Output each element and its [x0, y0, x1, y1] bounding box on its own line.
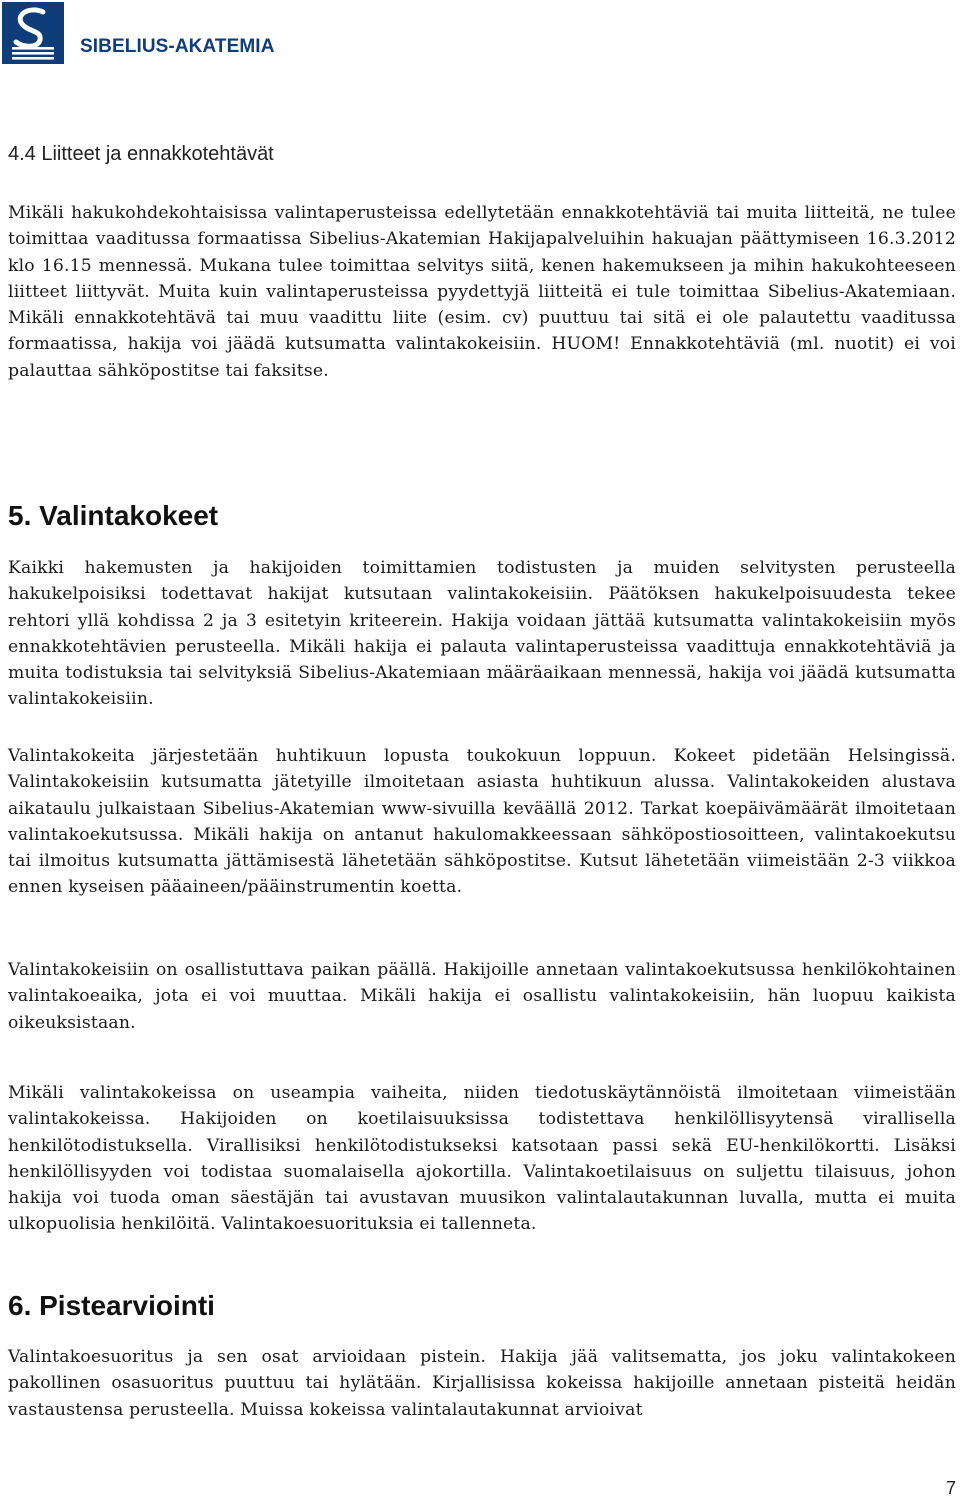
section-4-4-heading: 4.4 Liitteet ja ennakkotehtävät	[8, 143, 274, 165]
page-number: 7	[945, 1478, 956, 1498]
sibelius-academy-logo-icon	[2, 2, 64, 64]
section-5-paragraph-2: Valintakokeita järjestetään huhtikuun lopusta toukokuun loppuun. Kokeet pidetään Helsingissä. Valintakokeisiin kutsumatta jätetyille ilmoitetaan asiasta huhtikuun alussa. Valintakokeiden alustava aikataulu julkaistaan Sibelius-Akatemian www-sivuilla keväällä 2012. Tarkat koepäivämäärät ilmoitetaan valintakoekutsussa. Mikäli hakija on antanut hakulomakkeessaan sähköpostiosoitteen, valintakoekutsu tai ilmoitus kutsumatta jättämisestä lähetetään sähköpostitse. Kutsut lähetetään viimeistään 2-3 viikkoa ennen kyseisen pääaineen/pääinstrumentin koetta.	[8, 746, 956, 898]
section-5-paragraph-3: Valintakokeisiin on osallistuttava paikan päällä. Hakijoille annetaan valintakoekutsussa henkilökohtainen valintakoeaika, jota ei voi muuttaa. Mikäli hakija ei osallistu valintakokeisiin, hän luopuu kaikista oikeuksistaan.	[8, 960, 956, 1033]
page-header	[0, 0, 960, 70]
section-6-paragraph: Valintakoesuoritus ja sen osat arvioidaan pistein. Hakija jää valitsematta, jos joku valintakokeen pakollinen osasuoritus puuttuu tai hylätään. Kirjallisissa kokeissa hakijoille annetaan pisteitä heidän vastaustensa perusteella. Muissa kokeissa valintalautakunnat arvioivat	[8, 1347, 956, 1420]
section-4-4-paragraph: Mikäli hakukohdekohtaisissa valintaperusteissa edellytetään ennakkotehtäviä tai muita liitteitä, ne tulee toimittaa vaaditussa formaatissa Sibelius-Akatemian Hakijapalveluihin hakuajan päättymiseen 16.3.2012 klo 16.15 mennessä. Mukana tulee toimittaa selvitys siitä, kenen hakemukseen ja mihin hakukohteeseen liitteet liittyvät. Muita kuin valintaperusteissa pyydettyjä liitteitä ei tule toimittaa Sibelius-Akatemiaan. Mikäli ennakkotehtävä tai muu vaadittu liite (esim. cv) puuttuu tai sitä ei ole palautettu vaaditussa formaatissa, hakija voi jäädä kutsumatta valintakokeisiin. HUOM! Ennakkotehtäviä (ml. nuotit) ei voi palauttaa sähköpostitse tai faksitse.	[8, 203, 956, 381]
section-5-paragraph-1: Kaikki hakemusten ja hakijoiden toimittamien todistusten ja muiden selvitysten perusteella hakukelpoisiksi todettavat hakijat kutsutaan valintakokeisiin. Päätöksen hakukelpoisuudesta tekee rehtori yllä kohdissa 2 ja 3 esitetyin kriteerein. Hakija voidaan jättää kutsumatta valintakokeisiin myös ennakkotehtävien perusteella. Mikäli hakija ei palauta valintaperusteissa vaadittuja ennakkotehtäviä ja muita todistuksia tai selvityksiä Sibelius-Akatemiaan määräaikaan mennessä, hakija voi jäädä kutsumatta valintakokeisiin.	[8, 558, 956, 710]
section-5-paragraph-4: Mikäli valintakokeissa on useampia vaiheita, niiden tiedotuskäytännöistä ilmoitetaan viimeistään valintakokeissa. Hakijoiden on koetilaisuuksissa todistettava henkilöllisyytensä virallisella henkilötodistuksella. Virallisiksi henkilötodistukseksi katsotaan passi sekä EU-henkilökortti. Lisäksi henkilöllisyyden voi todistaa suomalaisella ajokortilla. Valintakoetilaisuus on suljettu tilaisuus, johon hakija voi tuoda oman säestäjän tai avustavan muusikon valintalautakunnan luvalla, mutta ei muita ulkopuolisia henkilöitä. Valintakoesuorituksia ei tallenneta.	[8, 1083, 956, 1235]
section-5-heading: 5. Valintakokeet	[8, 500, 219, 531]
section-6-heading: 6. Pistearviointi	[8, 1290, 215, 1321]
logo-text: SIBELIUS-AKATEMIA	[80, 36, 275, 57]
